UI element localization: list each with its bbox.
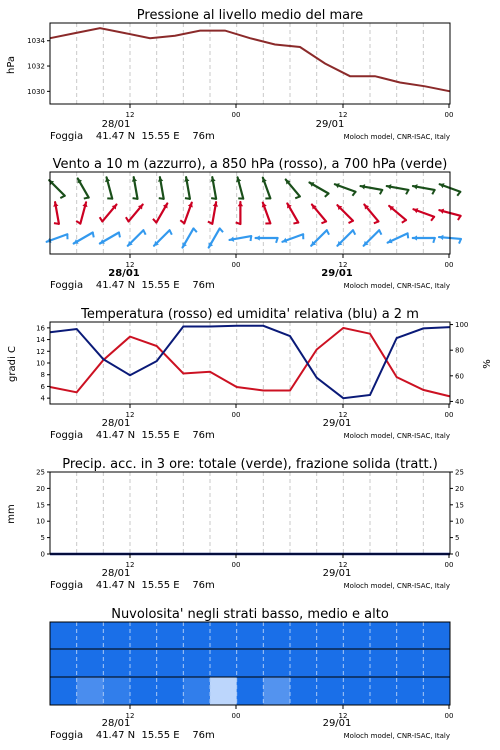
temperature-humidity-series [50,326,450,398]
precipitation-date-2: 29/01 [322,568,352,579]
wind-barb [208,202,218,224]
y-tick-label: 25 [36,468,45,477]
precipitation-x-ticks [126,554,454,569]
pressure-date-1: 28/01 [101,119,131,130]
cloud-cell [397,649,424,677]
x-tick-label: 12 [338,411,348,419]
wind-barb [387,184,409,194]
cloud-cell [263,622,290,649]
y-tick-label: 80 [455,346,464,355]
wind-barb [337,230,355,246]
y-tick-label: 20 [455,484,464,493]
cloud-cell [210,677,237,705]
cloud-cell [290,677,317,705]
wind-barb [312,205,326,224]
cloud-cell [50,649,77,677]
temperature-panel [7,307,493,441]
precipitation-ylabel: mm [6,504,17,524]
wind-date-2: 29/01 [321,268,353,279]
x-tick-label: 00 [444,561,454,569]
pressure-panel [6,8,453,142]
cloud-cell [183,622,210,649]
wind-barb [105,177,112,198]
cloud-cell [210,622,237,649]
x-tick-label: 00 [231,111,241,119]
wind-barb [77,178,88,198]
x-tick-label: 12 [125,561,135,569]
precipitation-location: Foggia 41.47 N 15.55 E 76m [50,580,215,591]
cloud-panel [50,607,453,741]
cloud-cell [263,649,290,677]
pressure-title: Pressione al livello medio del mare [136,8,364,23]
pressure-gridlines [77,23,424,104]
y-tick-label: 6 [40,382,45,391]
pressure-x-ticks [126,104,454,119]
wind-barb [53,202,59,224]
wind-barb [210,177,216,199]
y-tick-label: 40 [455,397,464,406]
wind-barb [184,177,190,199]
wind-barb [180,203,193,224]
pressure-location: Foggia 41.47 N 15.55 E 76m [50,131,215,142]
temperature-credit: Moloch model, CNR-ISAC, Italy [343,432,450,440]
cloud-cell [50,622,77,649]
wind-barb [76,202,87,223]
cloud-cell [317,622,344,649]
pressure-ylabel: hPa [6,55,17,75]
temperature-date-2: 29/01 [322,418,352,429]
cloud-cell [290,649,317,677]
x-tick-label: 00 [444,411,454,419]
x-tick-label: 12 [125,411,135,419]
cloud-cell [370,649,397,677]
y-tick-label: 25 [455,468,464,477]
y-tick-label: 1034 [27,37,45,46]
cloud-cell [50,677,77,705]
cloud-cell [103,622,130,649]
y-tick-label: 10 [36,359,45,368]
cloud-cell [157,649,184,677]
pressure-date-2: 29/01 [315,119,345,130]
y-tick-label: 14 [36,336,45,345]
x-tick-label: 00 [444,712,454,720]
wind-barb [126,205,143,222]
wind-barb [337,205,353,223]
pressure-plot-frame [50,23,450,104]
cloud-cell [397,622,424,649]
x-tick-label: 00 [231,411,241,419]
cloud-cell [103,677,130,705]
cloud-cells [50,622,451,705]
cloud-cell [130,677,157,705]
temperature-ylabel: gradi C [7,346,18,382]
wind-title: Vento a 10 m (azzurro), a 850 hPa (rosso), a 700 hPa (verde) [52,157,448,172]
precipitation-panel [6,457,464,591]
cloud-cell [237,677,264,705]
wind-barb [49,180,65,198]
cloud-cell [157,677,184,705]
wind-barb [364,230,382,246]
cloud-date-2: 29/01 [322,718,352,729]
temperature-date-1: 28/01 [101,418,131,429]
y-tick-label: 10 [36,517,45,526]
y-tick-label: 15 [36,501,45,510]
cloud-x-ticks [126,705,454,720]
cloud-cell [77,649,104,677]
cloud-cell [263,677,290,705]
x-tick-label: 12 [125,712,135,720]
y-tick-label: 4 [40,394,45,403]
cloud-credit: Moloch model, CNR-ISAC, Italy [343,732,450,740]
pressure-credit: Moloch model, CNR-ISAC, Italy [343,133,450,141]
cloud-cell [423,677,450,705]
cloud-cell [183,649,210,677]
cloud-cell [423,649,450,677]
cloud-cell [343,677,370,705]
precipitation-plot-frame [50,472,450,554]
wind-barb [361,184,383,194]
cloud-cell [210,649,237,677]
x-tick-label: 12 [338,712,348,720]
cloud-cell [423,622,450,649]
y-tick-label: 5 [455,534,460,543]
cloud-cell [370,677,397,705]
wind-barb [388,233,409,243]
wind-barb [236,202,243,224]
x-tick-label: 00 [231,712,241,720]
x-tick-label: 12 [125,261,135,269]
cloud-cell [237,649,264,677]
precipitation-gridlines [77,472,424,554]
y-tick-label: 15 [455,501,464,510]
cloud-cell [237,622,264,649]
wind-panel [47,157,461,291]
temperature-x-ticks [126,404,454,419]
cloud-cell [157,622,184,649]
temperature-title: Temperatura (rosso) ed umidita' relativa (blu) a 2 m [81,307,419,322]
cloud-cell [317,677,344,705]
x-tick-label: 00 [444,111,454,119]
precipitation-title: Precip. acc. in 3 ore: totale (verde), frazione solida (tratt.) [62,457,438,472]
wind-barb [153,203,168,222]
wind-barb [389,206,406,223]
y-tick-label: 8 [40,371,45,380]
cloud-cell [130,649,157,677]
wind-barb [364,205,378,224]
humidity-y-ticks [450,321,468,406]
y-tick-label: 1030 [27,87,45,96]
wind-barb [287,203,298,223]
cloud-cell [343,622,370,649]
cloud-cell [103,649,130,677]
cloud-location: Foggia 41.47 N 15.55 E 76m [50,730,215,741]
x-tick-label: 12 [338,111,348,119]
cloud-cell [183,677,210,705]
humidity-line [50,326,450,398]
x-tick-label: 12 [338,561,348,569]
y-tick-label: 20 [36,484,45,493]
humidity-ylabel: % [482,359,493,369]
x-tick-label: 00 [231,561,241,569]
cloud-cell [397,677,424,705]
wind-barb [158,177,164,199]
wind-credit: Moloch model, CNR-ISAC, Italy [343,282,450,290]
y-tick-label: 100 [455,321,469,330]
y-tick-label: 10 [455,517,464,526]
wind-barb [208,228,223,247]
x-tick-label: 00 [444,261,454,269]
wind-barb [311,230,329,246]
wind-barb [256,235,278,242]
x-tick-label: 00 [231,261,241,269]
wind-barb [230,236,252,242]
precipitation-date-1: 28/01 [101,568,131,579]
wind-barb [335,183,356,196]
wind-barb [282,234,303,243]
cloud-cell [343,649,370,677]
wind-date-1: 28/01 [108,268,140,279]
cloud-title: Nuvolosita' negli strati basso, medio e alto [111,607,389,622]
wind-barb [286,180,300,199]
wind-barb [132,177,138,199]
y-tick-label: 0 [40,550,45,559]
temperature-location: Foggia 41.47 N 15.55 E 76m [50,430,215,441]
cloud-cell [370,622,397,649]
precipitation-credit: Moloch model, CNR-ISAC, Italy [343,582,450,590]
y-tick-label: 12 [36,347,45,356]
wind-barbs [47,177,461,247]
temperature-y-ticks [36,324,50,402]
y-tick-label: 1032 [27,62,45,71]
x-tick-label: 12 [338,261,348,269]
y-tick-label: 0 [455,550,460,559]
precipitation-y-ticks [36,469,50,559]
y-tick-label: 60 [455,372,464,381]
x-tick-label: 12 [125,111,135,119]
cloud-cell [290,622,317,649]
pressure-y-ticks [27,37,50,96]
wind-x-ticks [126,254,454,269]
wind-barb [262,203,271,224]
pressure-series [50,28,450,91]
pressure-line [50,28,450,91]
cloud-cell [77,622,104,649]
y-tick-label: 16 [36,324,45,333]
wind-barb [100,205,117,222]
wind-barb [182,228,197,247]
y-tick-label: 5 [40,534,45,543]
cloud-cell [77,677,104,705]
precipitation-right-y-ticks [450,469,464,559]
cloud-cell [317,649,344,677]
cloud-cell [130,622,157,649]
wind-location: Foggia 41.47 N 15.55 E 76m [50,280,215,291]
cloud-date-1: 28/01 [101,718,131,729]
wind-barb [309,182,328,197]
